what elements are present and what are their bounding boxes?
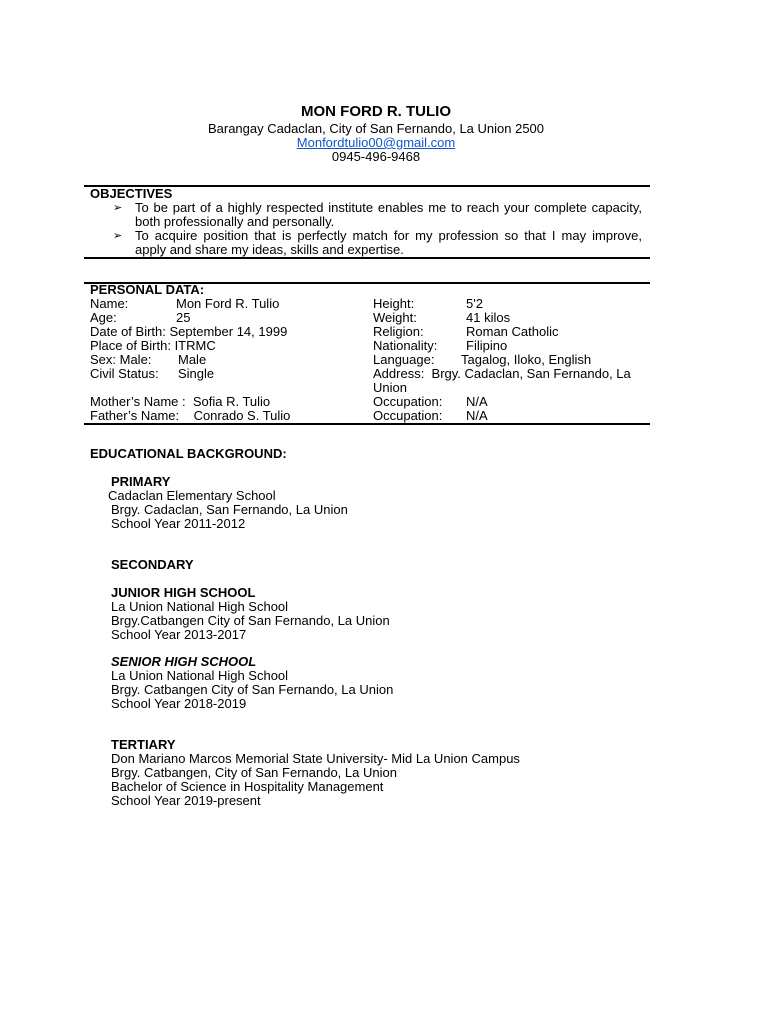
address-value: Brgy. Cadaclan, San Fernando, La Union: [373, 366, 631, 395]
pob-label: Place of Birth:: [90, 338, 171, 353]
senior-high-school: La Union National High School: [111, 668, 289, 683]
mother-name-label: Mother’s Name :: [90, 394, 186, 409]
tertiary-course: Bachelor of Science in Hospitality Management: [111, 779, 384, 794]
father-name-label: Father’s Name:: [90, 408, 180, 423]
email-link[interactable]: Monfordtulio00@gmail.com: [296, 135, 456, 150]
language-label: Language:: [373, 352, 435, 367]
primary-school: Cadaclan Elementary School: [108, 488, 276, 503]
weight-value: 41 kilos: [466, 310, 511, 325]
occupation-value: N/A: [466, 408, 488, 423]
language-value: Tagalog, Iloko, English: [461, 352, 592, 367]
name-label: Name:: [90, 296, 129, 311]
age-value: 25: [176, 310, 191, 325]
personal-data-section: [90, 283, 650, 423]
objectives-list: [90, 201, 642, 257]
education-section: [90, 446, 650, 808]
objective-text: To acquire position that is perfectly match for my profession so that I may improve, apply and share my ideas, skills and expertise.: [135, 228, 642, 257]
arrow-bullet-icon: ➢: [113, 202, 123, 214]
senior-high-year: School Year 2018-2019: [111, 696, 247, 711]
pob-value: ITRMC: [174, 338, 216, 353]
mother-name-value: Sofia R. Tulio: [192, 394, 271, 409]
phone-number: 0945-496-9468: [331, 149, 421, 164]
secondary-block: [111, 558, 194, 572]
senior-high-heading: SENIOR HIGH SCHOOL: [111, 654, 257, 669]
tertiary-school: Don Mariano Marcos Memorial State University- Mid La Union Campus: [111, 751, 520, 766]
sex-label: Sex: Male:: [90, 352, 152, 367]
nationality-label: Nationality:: [373, 338, 438, 353]
dob-value: September 14, 1999: [169, 324, 288, 339]
junior-high-heading: JUNIOR HIGH SCHOOL: [111, 585, 256, 600]
weight-label: Weight:: [373, 310, 417, 325]
objective-item: [90, 201, 642, 229]
junior-high-school: La Union National High School: [111, 599, 289, 614]
objectives-title: OBJECTIVES: [90, 186, 173, 201]
name-value: Mon Ford R. Tulio: [176, 296, 280, 311]
height-label: Height:: [373, 296, 415, 311]
junior-high-address: Brgy.Catbangen City of San Fernando, La Union: [111, 613, 390, 628]
age-label: Age:: [90, 310, 117, 325]
secondary-heading: SECONDARY: [111, 557, 194, 572]
occupation-value: N/A: [466, 394, 488, 409]
tertiary-heading: TERTIARY: [111, 737, 176, 752]
nationality-value: Filipino: [466, 338, 508, 353]
junior-high-block: [111, 586, 390, 642]
junior-high-year: School Year 2013-2017: [111, 627, 247, 642]
religion-value: Roman Catholic: [466, 324, 559, 339]
tertiary-address: Brgy. Catbangen, City of San Fernando, La Union: [111, 765, 397, 780]
father-name-value: Conrado S. Tulio: [193, 408, 291, 423]
personal-data-title: PERSONAL DATA:: [90, 282, 205, 297]
primary-block: [108, 474, 348, 531]
applicant-name: MON FORD R. TULIO: [301, 103, 451, 120]
applicant-address: Barangay Cadaclan, City of San Fernando, La Union 2500: [207, 121, 545, 136]
occupation-label: Occupation:: [373, 408, 443, 423]
civil-status-label: Civil Status:: [90, 366, 159, 381]
divider-objectives-end: [84, 257, 650, 259]
occupation-label: Occupation:: [373, 394, 443, 409]
sex-value: Male: [178, 352, 207, 367]
objectives-section: [90, 187, 642, 257]
senior-high-block: [111, 655, 393, 711]
senior-high-address: Brgy. Catbangen City of San Fernando, La Union: [111, 682, 394, 697]
address-label: Address:: [373, 366, 425, 381]
personal-data-grid: [90, 297, 650, 423]
objective-text: To be part of a highly respected institute enables me to reach your complete capacity, both professionally and personally.: [135, 200, 642, 229]
resume-header: [0, 103, 752, 164]
primary-heading: PRIMARY: [111, 474, 171, 489]
dob-label: Date of Birth:: [90, 324, 166, 339]
objective-item: [90, 229, 642, 257]
divider-personal-end: [84, 423, 650, 425]
primary-year: School Year 2011-2012: [111, 516, 246, 531]
tertiary-block: [111, 738, 520, 808]
education-title: EDUCATIONAL BACKGROUND:: [90, 446, 287, 461]
tertiary-year: School Year 2019-present: [111, 793, 261, 808]
civil-status-value: Single: [178, 366, 215, 381]
primary-address: Brgy. Cadaclan, San Fernando, La Union: [111, 502, 348, 517]
height-value: 5'2: [466, 296, 483, 311]
religion-label: Religion:: [373, 324, 424, 339]
arrow-bullet-icon: ➢: [113, 230, 123, 242]
